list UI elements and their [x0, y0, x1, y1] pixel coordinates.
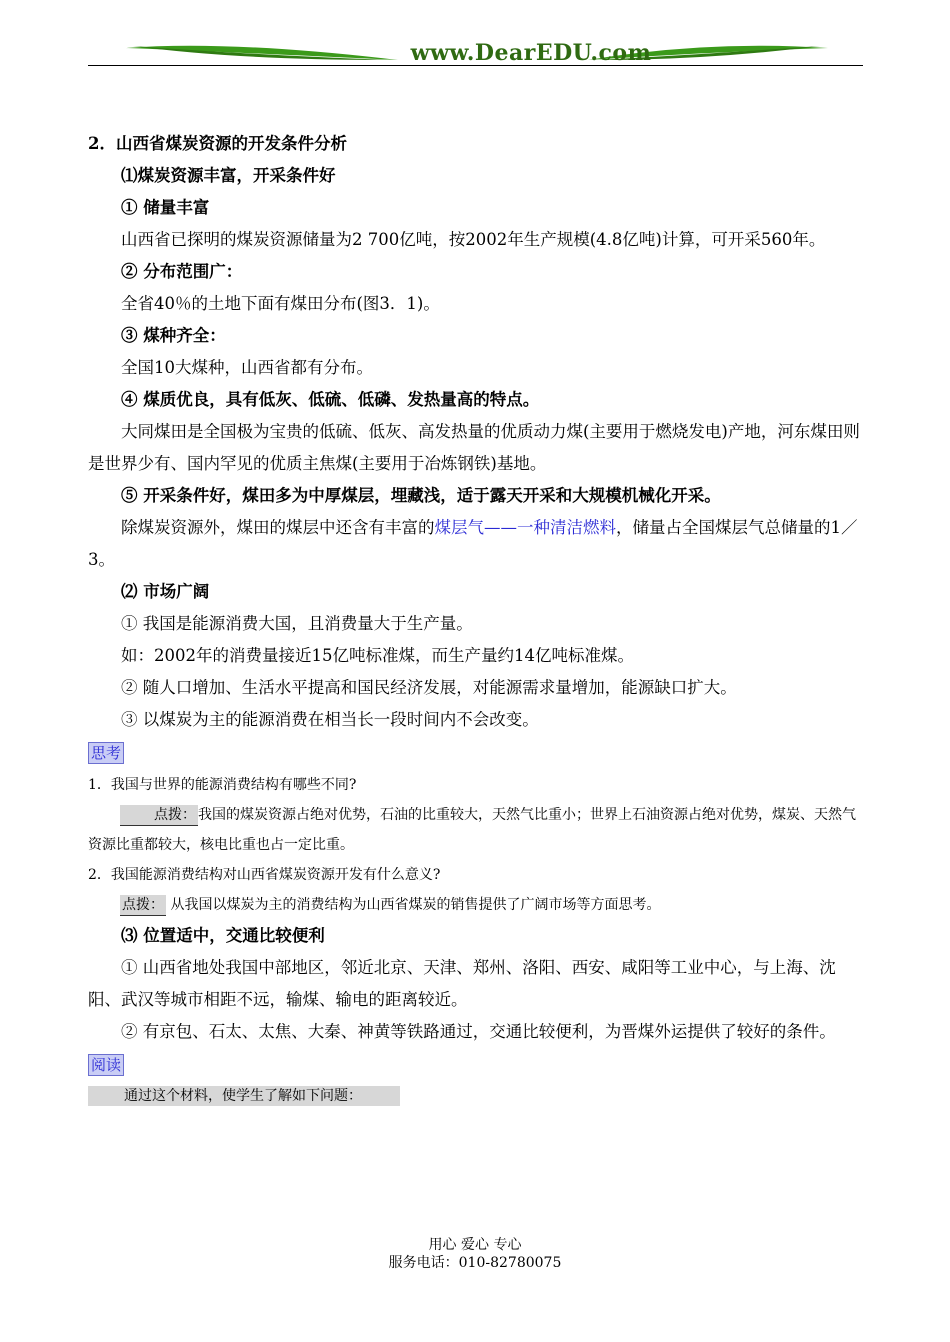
market-point-1: ① 我国是能源消费大国，且消费量大于生产量。: [121, 614, 473, 633]
footer-phone: 服务电话：010-82780075: [388, 1255, 562, 1271]
answer-1: [88, 800, 866, 860]
hint-label-2: 点拨：: [120, 895, 166, 916]
point-5-title: ⑤ 开采条件好，煤田多为中厚煤层，埋藏浅，适于露天开采和大规模机械化开采。: [121, 486, 721, 505]
subsection-3: ⑶ 位置适中，交通比较便利: [121, 926, 325, 945]
answer-2: [88, 890, 866, 920]
point-2-title: ② 分布范围广：: [121, 262, 243, 281]
transport-point-1: ① 山西省地处我国中部地区，邻近北京、天津、郑州、洛阳、西安、咸阳等工业中心，与上海、沈阳、武汉等城市相距不远，输煤、输电的距离较近。: [88, 958, 836, 1009]
point-3-title: ③ 煤种齐全：: [121, 326, 226, 345]
coalbed-gas-link[interactable]: 煤层气——一种清洁燃料: [434, 518, 616, 537]
document-body: [88, 128, 866, 1106]
question-2: 2．我国能源消费结构对山西省煤炭资源开发有什么意义?: [88, 867, 441, 883]
point-2-text: 全省40％的土地下面有煤田分布(图3．1)。: [121, 294, 440, 313]
point-3-text: 全国10大煤种，山西省都有分布。: [121, 358, 373, 377]
subsection-2: ⑵ 市场广阔: [121, 582, 210, 601]
site-header: [88, 38, 863, 68]
section-title: 2．山西省煤炭资源的开发条件分析: [88, 134, 347, 153]
hint-label-1: 点拨：: [120, 805, 198, 826]
read-tag[interactable]: 阅读: [88, 1054, 124, 1076]
site-logo-text[interactable]: www.DearEDU.com: [410, 40, 652, 66]
question-1: 1．我国与世界的能源消费结构有哪些不同?: [88, 777, 357, 793]
market-example: 如：2002年的消费量接近15亿吨标准煤，而生产量约14亿吨标准煤。: [121, 646, 634, 665]
point-4-text: 大同煤田是全国极为宝贵的低硫、低灰、高发热量的优质动力煤(主要用于燃烧发电)产地，河东煤田则是世界少有、国内罕见的优质主焦煤(主要用于冶炼钢铁)基地。: [88, 422, 860, 473]
think-tag[interactable]: 思考: [88, 742, 124, 764]
point-1-text: 山西省已探明的煤炭资源储量为2 700亿吨，按2002年生产规模(4.8亿吨)计算，可开采560年。: [121, 230, 826, 249]
answer-1-text: 我国的煤炭资源占绝对优势，石油的比重较大，天然气比重小；世界上石油资源占绝对优势，煤炭、天然气资源比重都较大，核电比重也占一定比重。: [88, 807, 856, 853]
footer-slogan: 用心 爱心 专心: [428, 1237, 522, 1253]
subsection-1: ⑴煤炭资源丰富，开采条件好: [121, 166, 336, 185]
answer-2-text: 从我国以煤炭为主的消费结构为山西省煤炭的销售提供了广阔市场等方面思考。: [166, 897, 661, 913]
point-1-title: ① 储量丰富: [121, 198, 210, 217]
market-point-3: ③ 以煤炭为主的能源消费在相当长一段时间内不会改变。: [121, 710, 539, 729]
reading-intro: 通过这个材料，使学生了解如下问题：: [88, 1086, 400, 1106]
point-5-text-b: ，储量占全国煤层气总储量的1／3。: [88, 518, 858, 569]
point-4-title: ④ 煤质优良，具有低灰、低硫、低磷、发热量高的特点。: [121, 390, 540, 409]
point-5-text-a: 除煤炭资源外，煤田的煤层中还含有丰富的: [121, 518, 435, 537]
header-rule: [88, 65, 863, 66]
market-point-2: ② 随人口增加、生活水平提高和国民经济发展，对能源需求量增加，能源缺口扩大。: [121, 678, 737, 697]
point-5-text: [88, 512, 866, 576]
transport-point-2: ② 有京包、石太、太焦、大秦、神黄等铁路通过，交通比较便利，为晋煤外运提供了较好的条件。: [121, 1022, 836, 1041]
